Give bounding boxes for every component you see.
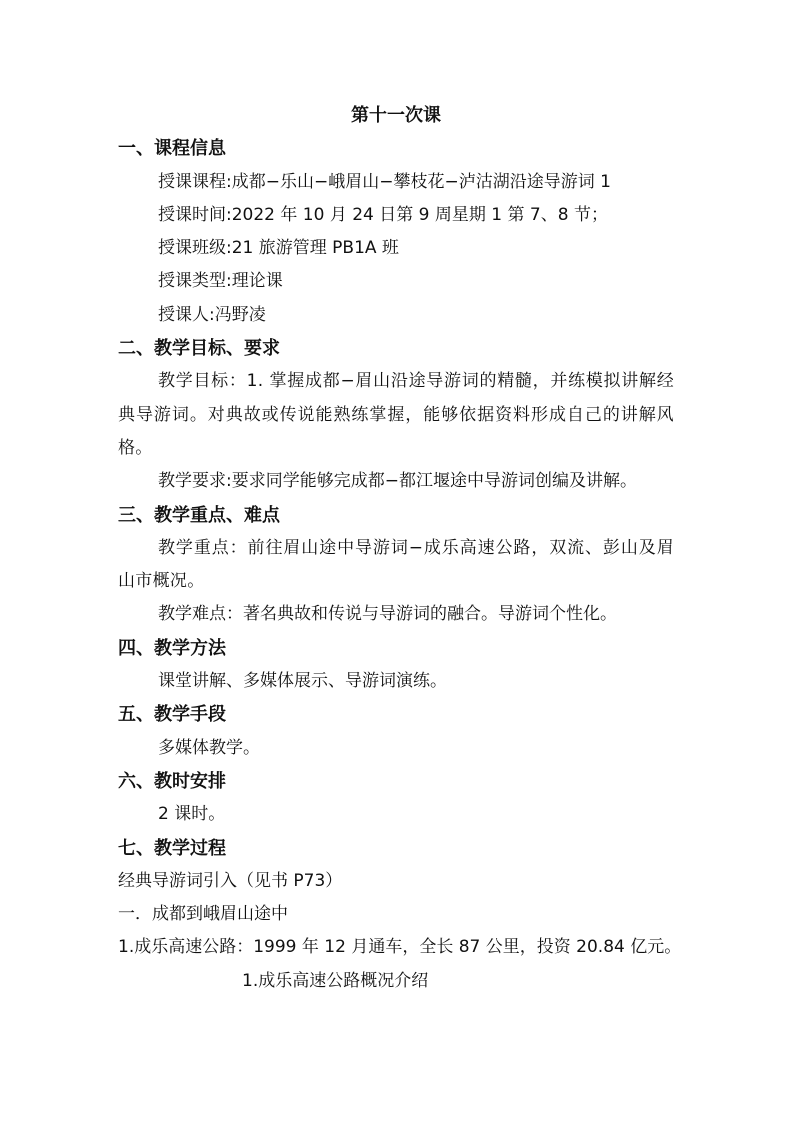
section-heading: 六、教时安排 xyxy=(118,770,226,792)
section-heading: 四、教学方法 xyxy=(118,637,226,659)
requirement-paragraph: 教学要求:要求同学能够完成都−都江堰途中导游词创编及讲解。 xyxy=(158,471,637,492)
course-line: 授课课程:成都−乐山−峨眉山−攀枝花−泸沽湖沿途导游词 1 xyxy=(158,171,611,192)
item-line: 1.成乐高速公路：1999 年 12 月通车，全长 87 公里，投资 20.84 亿元。 xyxy=(118,937,682,958)
caption-line: 1.成乐高速公路概况介绍 xyxy=(242,970,429,991)
section-heading: 一、课程信息 xyxy=(118,138,226,160)
intro-line: 经典导游词引入（见书 P73） xyxy=(118,870,343,891)
method-text: 课堂讲解、多媒体展示、导游词演练。 xyxy=(158,671,447,692)
section-heading: 七、教学过程 xyxy=(118,837,226,859)
time-line: 授课时间:2022 年 10 月 24 日第 9 周星期 1 第 7、8 节； xyxy=(158,204,608,225)
teacher-line: 授课人:冯野凌 xyxy=(158,304,266,325)
section-heading: 二、教学目标、要求 xyxy=(118,338,280,360)
goal-paragraph: 教学目标：1. 掌握成都−眉山沿途导游词的精髓，并练模拟讲解经典导游词。对典故或传说能熟练掌握，能够依据资料形成自己的讲解风格。 xyxy=(118,371,674,458)
section-heading: 五、教学手段 xyxy=(118,704,226,726)
class-line: 授课班级:21 旅游管理 PB1A 班 xyxy=(158,238,399,259)
part-heading: 一．成都到峨眉山途中 xyxy=(118,904,288,925)
type-line: 授课类型:理论课 xyxy=(158,271,283,292)
hours-text: 2 课时。 xyxy=(158,804,226,825)
page-title: 第十一次课 xyxy=(351,105,441,126)
key-paragraph: 教学重点：前往眉山途中导游词−成乐高速公路，双流、彭山及眉山市概况。 xyxy=(118,537,674,592)
document-page xyxy=(118,99,682,998)
difficulty-paragraph: 教学难点：著名典故和传说与导游词的融合。导游词个性化。 xyxy=(158,604,617,625)
section-heading: 三、教学重点、难点 xyxy=(118,504,280,526)
means-text: 多媒体教学。 xyxy=(158,737,260,758)
